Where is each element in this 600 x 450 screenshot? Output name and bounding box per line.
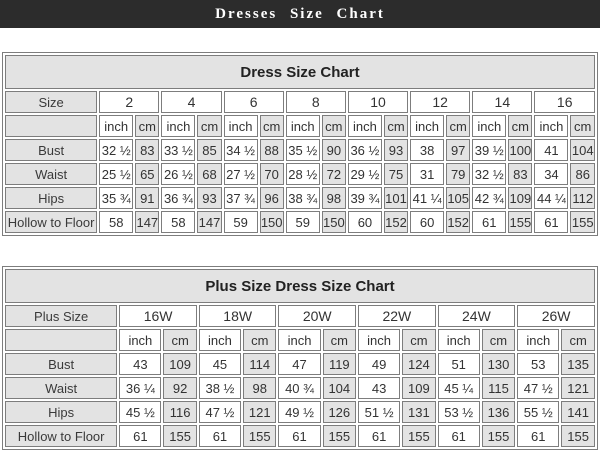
value-cell-cm: 135 [561, 353, 595, 375]
value-cell-cm: 109 [508, 187, 532, 209]
size-header-cell: 26W [517, 305, 595, 327]
unit-cm-cell: cm [561, 329, 595, 351]
value-cell-inch: 45 [199, 353, 241, 375]
unit-inch-cell: inch [438, 329, 480, 351]
value-cell-inch: 51 [438, 353, 480, 375]
size-header-cell: 20W [278, 305, 356, 327]
unit-inch-cell: inch [410, 115, 444, 137]
value-cell-inch: 42 ¾ [472, 187, 506, 209]
value-cell-cm: 124 [402, 353, 435, 375]
value-cell-cm: 88 [260, 139, 284, 161]
value-cell-cm: 150 [260, 211, 284, 233]
measurement-row [5, 425, 595, 447]
unit-inch-cell: inch [472, 115, 506, 137]
value-cell-inch: 34 [534, 163, 568, 185]
size-corner-label-cell: Plus Size [5, 305, 117, 327]
value-cell-cm: 98 [243, 377, 276, 399]
unit-inch-cell: inch [358, 329, 400, 351]
value-cell-cm: 141 [561, 401, 595, 423]
value-cell-inch: 47 ½ [517, 377, 559, 399]
value-cell-inch: 36 ¾ [161, 187, 195, 209]
measurement-row [5, 163, 595, 185]
value-cell-cm: 86 [570, 163, 595, 185]
value-cell-inch: 28 ½ [286, 163, 320, 185]
size-header-row [5, 91, 595, 113]
unit-inch-cell: inch [119, 329, 161, 351]
unit-cm-cell: cm [163, 329, 196, 351]
value-cell-cm: 83 [508, 163, 532, 185]
value-cell-inch: 61 [534, 211, 568, 233]
measurement-label-cell: Bust [5, 353, 117, 375]
value-cell-inch: 60 [348, 211, 382, 233]
page-title-bar [0, 0, 600, 28]
value-cell-inch: 60 [410, 211, 444, 233]
plus-size-dress-size-chart-table [2, 266, 598, 450]
measurement-row [5, 211, 595, 233]
value-cell-cm: 65 [135, 163, 159, 185]
value-cell-inch: 35 ¾ [99, 187, 133, 209]
value-cell-inch: 38 ½ [199, 377, 241, 399]
value-cell-inch: 61 [472, 211, 506, 233]
value-cell-cm: 83 [135, 139, 159, 161]
value-cell-cm: 109 [402, 377, 435, 399]
value-cell-inch: 61 [358, 425, 400, 447]
value-cell-cm: 130 [482, 353, 515, 375]
value-cell-inch: 51 ½ [358, 401, 400, 423]
value-cell-inch: 35 ½ [286, 139, 320, 161]
value-cell-cm: 116 [163, 401, 196, 423]
value-cell-cm: 155 [570, 211, 595, 233]
size-header-cell: 22W [358, 305, 436, 327]
value-cell-cm: 152 [384, 211, 408, 233]
measurement-label-cell: Waist [5, 163, 97, 185]
value-cell-cm: 101 [384, 187, 408, 209]
value-cell-cm: 112 [570, 187, 595, 209]
unit-cm-cell: cm [243, 329, 276, 351]
unit-cm-cell: cm [508, 115, 532, 137]
value-cell-cm: 85 [197, 139, 221, 161]
value-cell-cm: 98 [322, 187, 346, 209]
size-corner-label-cell: Size [5, 91, 97, 113]
value-cell-inch: 38 ¾ [286, 187, 320, 209]
value-cell-inch: 47 [278, 353, 320, 375]
unit-inch-cell: inch [348, 115, 382, 137]
value-cell-inch: 37 ¾ [224, 187, 258, 209]
value-cell-cm: 72 [322, 163, 346, 185]
value-cell-cm: 97 [446, 139, 470, 161]
unit-cm-cell: cm [446, 115, 470, 137]
measurement-row [5, 401, 595, 423]
unit-header-row [5, 329, 595, 351]
unit-cm-cell: cm [570, 115, 595, 137]
value-cell-inch: 61 [517, 425, 559, 447]
measurement-label-cell: Hollow to Floor [5, 425, 117, 447]
value-cell-inch: 59 [224, 211, 258, 233]
chart-title-cell: Plus Size Dress Size Chart [5, 269, 595, 303]
value-cell-inch: 33 ½ [161, 139, 195, 161]
value-cell-cm: 155 [561, 425, 595, 447]
value-cell-inch: 43 [119, 353, 161, 375]
value-cell-cm: 68 [197, 163, 221, 185]
unit-inch-cell: inch [99, 115, 133, 137]
value-cell-inch: 39 ½ [472, 139, 506, 161]
value-cell-cm: 147 [197, 211, 221, 233]
value-cell-inch: 32 ½ [472, 163, 506, 185]
value-cell-cm: 100 [508, 139, 532, 161]
measurement-row [5, 139, 595, 161]
unit-inch-cell: inch [199, 329, 241, 351]
chart-title-row [5, 55, 595, 89]
size-header-cell: 12 [410, 91, 470, 113]
size-header-cell: 6 [224, 91, 284, 113]
value-cell-inch: 38 [410, 139, 444, 161]
value-cell-cm: 114 [243, 353, 276, 375]
unit-inch-cell: inch [517, 329, 559, 351]
value-cell-cm: 155 [482, 425, 515, 447]
value-cell-inch: 41 ¼ [410, 187, 444, 209]
value-cell-inch: 45 ¼ [438, 377, 480, 399]
unit-inch-cell: inch [161, 115, 195, 137]
value-cell-cm: 155 [163, 425, 196, 447]
measurement-label-cell: Hollow to Floor [5, 211, 97, 233]
measurement-label-cell: Hips [5, 401, 117, 423]
value-cell-inch: 41 [534, 139, 568, 161]
unit-inch-cell: inch [286, 115, 320, 137]
unit-cm-cell: cm [260, 115, 284, 137]
unit-inch-cell: inch [224, 115, 258, 137]
value-cell-cm: 104 [570, 139, 595, 161]
unit-corner-cell [5, 115, 97, 137]
value-cell-cm: 109 [163, 353, 196, 375]
unit-inch-cell: inch [278, 329, 320, 351]
value-cell-inch: 49 ½ [278, 401, 320, 423]
value-cell-cm: 115 [482, 377, 515, 399]
page-title: Dresses Size Chart [215, 5, 385, 22]
value-cell-inch: 43 [358, 377, 400, 399]
value-cell-inch: 61 [438, 425, 480, 447]
value-cell-cm: 70 [260, 163, 284, 185]
value-cell-cm: 155 [323, 425, 356, 447]
value-cell-inch: 47 ½ [199, 401, 241, 423]
size-header-cell: 4 [161, 91, 221, 113]
measurement-row [5, 377, 595, 399]
value-cell-cm: 90 [322, 139, 346, 161]
measurement-label-cell: Hips [5, 187, 97, 209]
value-cell-cm: 152 [446, 211, 470, 233]
size-header-cell: 16W [119, 305, 197, 327]
size-header-cell: 8 [286, 91, 346, 113]
value-cell-inch: 31 [410, 163, 444, 185]
value-cell-cm: 147 [135, 211, 159, 233]
unit-cm-cell: cm [135, 115, 159, 137]
unit-cm-cell: cm [482, 329, 515, 351]
value-cell-cm: 105 [446, 187, 470, 209]
value-cell-cm: 104 [323, 377, 356, 399]
value-cell-inch: 59 [286, 211, 320, 233]
measurement-label-cell: Waist [5, 377, 117, 399]
value-cell-cm: 93 [384, 139, 408, 161]
value-cell-cm: 136 [482, 401, 515, 423]
value-cell-inch: 40 ¾ [278, 377, 320, 399]
unit-cm-cell: cm [322, 115, 346, 137]
value-cell-inch: 25 ½ [99, 163, 133, 185]
value-cell-cm: 75 [384, 163, 408, 185]
value-cell-inch: 61 [119, 425, 161, 447]
value-cell-inch: 55 ½ [517, 401, 559, 423]
size-header-cell: 24W [438, 305, 516, 327]
value-cell-inch: 45 ½ [119, 401, 161, 423]
unit-header-row [5, 115, 595, 137]
value-cell-cm: 126 [323, 401, 356, 423]
size-header-cell: 2 [99, 91, 159, 113]
unit-cm-cell: cm [197, 115, 221, 137]
chart-title-cell: Dress Size Chart [5, 55, 595, 89]
value-cell-cm: 92 [163, 377, 196, 399]
value-cell-inch: 39 ¾ [348, 187, 382, 209]
value-cell-inch: 26 ½ [161, 163, 195, 185]
chart-title-row [5, 269, 595, 303]
unit-cm-cell: cm [402, 329, 435, 351]
value-cell-inch: 61 [278, 425, 320, 447]
value-cell-cm: 121 [561, 377, 595, 399]
value-cell-cm: 96 [260, 187, 284, 209]
value-cell-inch: 49 [358, 353, 400, 375]
value-cell-cm: 121 [243, 401, 276, 423]
value-cell-inch: 32 ½ [99, 139, 133, 161]
measurement-row [5, 187, 595, 209]
value-cell-cm: 131 [402, 401, 435, 423]
size-header-cell: 16 [534, 91, 595, 113]
value-cell-inch: 58 [99, 211, 133, 233]
value-cell-inch: 27 ½ [224, 163, 258, 185]
value-cell-cm: 155 [508, 211, 532, 233]
value-cell-cm: 79 [446, 163, 470, 185]
value-cell-cm: 150 [322, 211, 346, 233]
value-cell-inch: 36 ¼ [119, 377, 161, 399]
value-cell-cm: 155 [402, 425, 435, 447]
value-cell-inch: 34 ½ [224, 139, 258, 161]
unit-corner-cell [5, 329, 117, 351]
value-cell-inch: 61 [199, 425, 241, 447]
value-cell-inch: 44 ¼ [534, 187, 568, 209]
unit-inch-cell: inch [534, 115, 568, 137]
size-header-row [5, 305, 595, 327]
value-cell-inch: 58 [161, 211, 195, 233]
value-cell-cm: 93 [197, 187, 221, 209]
value-cell-inch: 53 ½ [438, 401, 480, 423]
size-header-cell: 10 [348, 91, 408, 113]
value-cell-cm: 155 [243, 425, 276, 447]
value-cell-inch: 53 [517, 353, 559, 375]
measurement-row [5, 353, 595, 375]
unit-cm-cell: cm [384, 115, 408, 137]
dress-size-chart-table [2, 52, 598, 236]
measurement-label-cell: Bust [5, 139, 97, 161]
size-header-cell: 14 [472, 91, 532, 113]
unit-cm-cell: cm [323, 329, 356, 351]
value-cell-inch: 29 ½ [348, 163, 382, 185]
value-cell-cm: 91 [135, 187, 159, 209]
size-header-cell: 18W [199, 305, 277, 327]
value-cell-cm: 119 [323, 353, 356, 375]
value-cell-inch: 36 ½ [348, 139, 382, 161]
